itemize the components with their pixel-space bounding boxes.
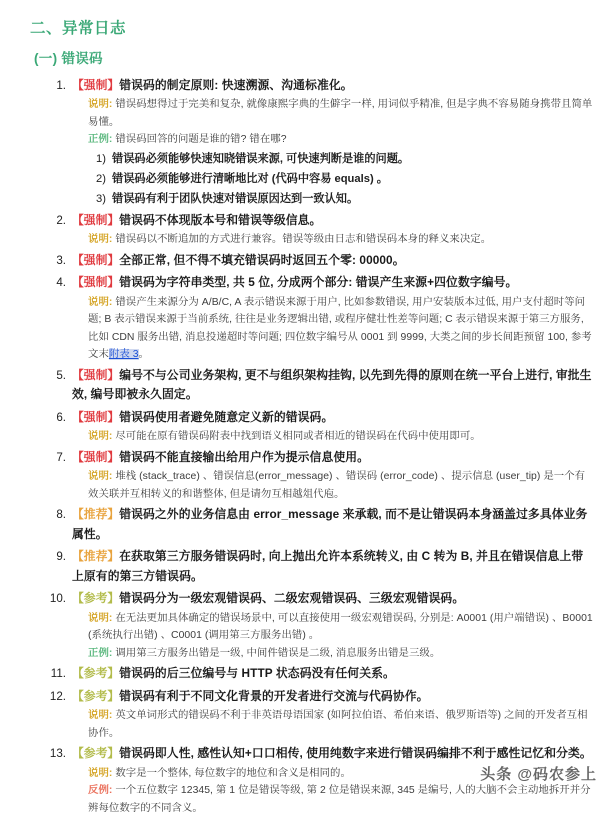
rule-tag-mandatory: 【强制】 bbox=[72, 410, 119, 424]
note-shuoming bbox=[72, 231, 595, 249]
note-text-fanli: 一个五位数字 12345, 第 1 位是错误等级, 第 2 位是错误来源, 345 是编号, 人的大脑不会主动地拆开并分辨每位数字的不同含义。 bbox=[88, 785, 591, 814]
note-label-shuoming: 说明: bbox=[88, 471, 115, 482]
note-shuoming bbox=[72, 468, 595, 503]
note-label-zhengli: 正例: bbox=[88, 648, 115, 659]
note-label-shuoming: 说明: bbox=[88, 99, 115, 110]
note-text-shuoming: 错误产生来源分为 A/B/C, A 表示错误来源于用户, 比如参数错误, 用户安装版本过低, 用户支付超时等问题; B 表示错误来源于当前系统, 往往是业务逻辑出错, 或程序健壮性差等问题; C 表示错误来源于第三方服务, 比如 CDN 服务出错, 消息投递超时等问题; 四位数字编号从 0001 到 9999, 大类之间的步长间距预留 100, 参考文末 bbox=[88, 297, 592, 361]
rule-item bbox=[14, 76, 599, 209]
rule-item bbox=[14, 366, 599, 406]
rule-heading bbox=[72, 408, 595, 429]
note-label-shuoming: 说明: bbox=[88, 710, 115, 721]
note-zhengli bbox=[72, 131, 595, 149]
sublist-item bbox=[72, 189, 595, 209]
watermark: 头条 @码农参上 bbox=[480, 763, 597, 784]
note-text-zhengli: 调用第三方服务出错是一级, 中间件错误是二级, 消息服务出错是三级。 bbox=[115, 648, 440, 659]
note-label-shuoming: 说明: bbox=[88, 768, 115, 779]
rule-heading bbox=[72, 273, 595, 294]
rule-heading bbox=[72, 505, 595, 545]
sublist-item bbox=[72, 169, 595, 189]
rule-heading bbox=[72, 589, 595, 610]
rule-number: 3. bbox=[36, 251, 66, 271]
rule-title: 错误码分为一级宏观错误码、二级宏观错误码、三级宏观错误码。 bbox=[119, 591, 464, 605]
rule-tag-reference: 【参考】 bbox=[72, 746, 119, 760]
note-label-zhengli: 正例: bbox=[88, 134, 115, 145]
rule-number: 9. bbox=[36, 547, 66, 567]
rule-item bbox=[14, 251, 599, 272]
note-text-shuoming: 英文单词形式的错误码不利于非英语母语国家 (如阿拉伯语、希伯来语、俄罗斯语等) 之间的开发者互相协作。 bbox=[88, 710, 588, 739]
sublist-number: 2) bbox=[86, 169, 106, 189]
note-zhengli bbox=[72, 645, 595, 663]
rule-number: 6. bbox=[36, 408, 66, 428]
rule-item bbox=[14, 448, 599, 504]
rule-tag-reference: 【参考】 bbox=[72, 689, 119, 703]
rule-number: 5. bbox=[36, 366, 66, 386]
sublist-number: 1) bbox=[86, 149, 106, 169]
note-label-shuoming: 说明: bbox=[88, 613, 115, 624]
rule-item bbox=[14, 687, 599, 743]
rule-number: 1. bbox=[36, 76, 66, 96]
rule-title: 在获取第三方服务错误码时, 向上抛出允许本系统转义, 由 C 转为 B, 并且在错误信息上带上原有的第三方错误码。 bbox=[72, 549, 583, 583]
rule-title: 错误码之外的业务信息由 error_message 来承载, 而不是让错误码本身涵盖过多具体业务属性。 bbox=[72, 507, 587, 541]
rule-number: 13. bbox=[36, 744, 66, 764]
note-text-shuoming: 数字是一个整体, 每位数字的地位和含义是相同的。 bbox=[115, 768, 351, 779]
rule-tag-reference: 【参考】 bbox=[72, 591, 119, 605]
rule-heading bbox=[72, 211, 595, 232]
note-text-shuoming: 错误码以不断追加的方式进行兼容。错误等级由日志和错误码本身的释义来决定。 bbox=[115, 234, 491, 245]
note-text-shuoming: 错误码想得过于完美和复杂, 就像康熙字典的生僻字一样, 用词似乎精准, 但是字典不容易随身携带且简单易懂。 bbox=[88, 99, 592, 128]
rule-title: 错误码不能直接输出给用户作为提示信息使用。 bbox=[119, 450, 369, 464]
note-text-zhengli: 错误码回答的问题是谁的错? 错在哪? bbox=[115, 134, 286, 145]
rule-heading bbox=[72, 366, 595, 406]
rule-tag-mandatory: 【强制】 bbox=[72, 213, 119, 227]
rule-tag-reference: 【参考】 bbox=[72, 666, 119, 680]
page-title: 二、异常日志 bbox=[30, 17, 599, 40]
rule-tag-mandatory: 【强制】 bbox=[72, 450, 119, 464]
rule-tag-mandatory: 【强制】 bbox=[72, 253, 119, 267]
rule-heading bbox=[72, 664, 595, 685]
sublist-text: 错误码必须能够进行清晰地比对 (代码中容易 equals) 。 bbox=[112, 173, 388, 185]
sublist-number: 3) bbox=[86, 189, 106, 209]
rule-number: 12. bbox=[36, 687, 66, 707]
rule-number: 4. bbox=[36, 273, 66, 293]
rule-title: 错误码的制定原则: 快速溯源、沟通标准化。 bbox=[119, 78, 352, 92]
rule-heading bbox=[72, 448, 595, 469]
rule-heading bbox=[72, 547, 595, 587]
rule-title: 错误码即人性, 感性认知+口口相传, 使用纯数字来进行错误码编排不利于感性记忆和分类。 bbox=[119, 746, 592, 760]
note-shuoming bbox=[72, 707, 595, 742]
rules-list bbox=[14, 76, 599, 817]
appendix-link[interactable]: 附表 3 bbox=[109, 349, 139, 360]
subsection-title: (一) 错误码 bbox=[34, 49, 599, 69]
rule-number: 11. bbox=[36, 664, 66, 684]
rule-tag-recommend: 【推荐】 bbox=[72, 507, 119, 521]
note-text-shuoming: 尽可能在原有错误码附表中找到语义相同或者相近的错误码在代码中使用即可。 bbox=[115, 431, 480, 442]
sublist-item bbox=[72, 149, 595, 169]
rule-title: 错误码不体现版本号和错误等级信息。 bbox=[119, 213, 321, 227]
rule-title: 错误码的后三位编号与 HTTP 状态码没有任何关系。 bbox=[119, 666, 395, 680]
rule-number: 2. bbox=[36, 211, 66, 231]
note-text-tail: 。 bbox=[139, 349, 149, 360]
rule-tag-mandatory: 【强制】 bbox=[72, 78, 119, 92]
rule-sublist bbox=[72, 149, 595, 209]
rule-title: 错误码使用者避免随意定义新的错误码。 bbox=[119, 410, 333, 424]
rule-heading bbox=[72, 251, 595, 272]
rule-heading bbox=[72, 76, 595, 97]
sublist-text: 错误码有利于团队快速对错误原因达到一致认知。 bbox=[112, 193, 358, 205]
rule-title: 编号不与公司业务架构, 更不与组织架构挂钩, 以先到先得的原则在统一平台上进行, 审批生效, 编号即被永久固定。 bbox=[72, 368, 592, 402]
note-shuoming bbox=[72, 428, 595, 446]
rule-item bbox=[14, 273, 599, 364]
rule-title: 错误码为字符串类型, 共 5 位, 分成两个部分: 错误产生来源+四位数字编号。 bbox=[119, 275, 517, 289]
rule-number: 8. bbox=[36, 505, 66, 525]
note-text-shuoming: 在无法更加具体确定的错误场景中, 可以直接使用一级宏观错误码, 分别是: A0001 (用户端错误) 、B0001 (系统执行出错) 、C0001 (调用第三方服务出错) 。 bbox=[88, 613, 593, 642]
rule-tag-mandatory: 【强制】 bbox=[72, 275, 119, 289]
rule-number: 10. bbox=[36, 589, 66, 609]
note-fanli bbox=[72, 782, 595, 817]
rule-tag-mandatory: 【强制】 bbox=[72, 368, 119, 382]
rule-title: 全部正常, 但不得不填充错误码时返回五个零: 00000。 bbox=[119, 253, 404, 267]
sublist-text: 错误码必须能够快速知晓错误来源, 可快速判断是谁的问题。 bbox=[112, 153, 409, 165]
note-shuoming bbox=[72, 610, 595, 645]
rule-number: 7. bbox=[36, 448, 66, 468]
rule-heading bbox=[72, 687, 595, 708]
rule-tag-recommend: 【推荐】 bbox=[72, 549, 119, 563]
note-label-shuoming: 说明: bbox=[88, 297, 115, 308]
note-label-shuoming: 说明: bbox=[88, 431, 115, 442]
note-shuoming bbox=[72, 294, 595, 364]
rule-item bbox=[14, 505, 599, 545]
note-shuoming bbox=[72, 96, 595, 131]
rule-item bbox=[14, 589, 599, 662]
rule-title: 错误码有利于不同文化背景的开发者进行交流与代码协作。 bbox=[119, 689, 428, 703]
rule-item bbox=[14, 408, 599, 446]
note-label-fanli: 反例: bbox=[88, 785, 115, 796]
note-text-shuoming: 堆栈 (stack_trace) 、错误信息(error_message) 、错误码 (error_code) 、提示信息 (user_tip) 是一个有效关联并互相转义的和谐整体, 但是请勿互相越俎代庖。 bbox=[88, 471, 585, 500]
note-label-shuoming: 说明: bbox=[88, 234, 115, 245]
rule-item bbox=[14, 547, 599, 587]
rule-item bbox=[14, 211, 599, 249]
rule-item bbox=[14, 664, 599, 685]
rule-heading bbox=[72, 744, 595, 765]
